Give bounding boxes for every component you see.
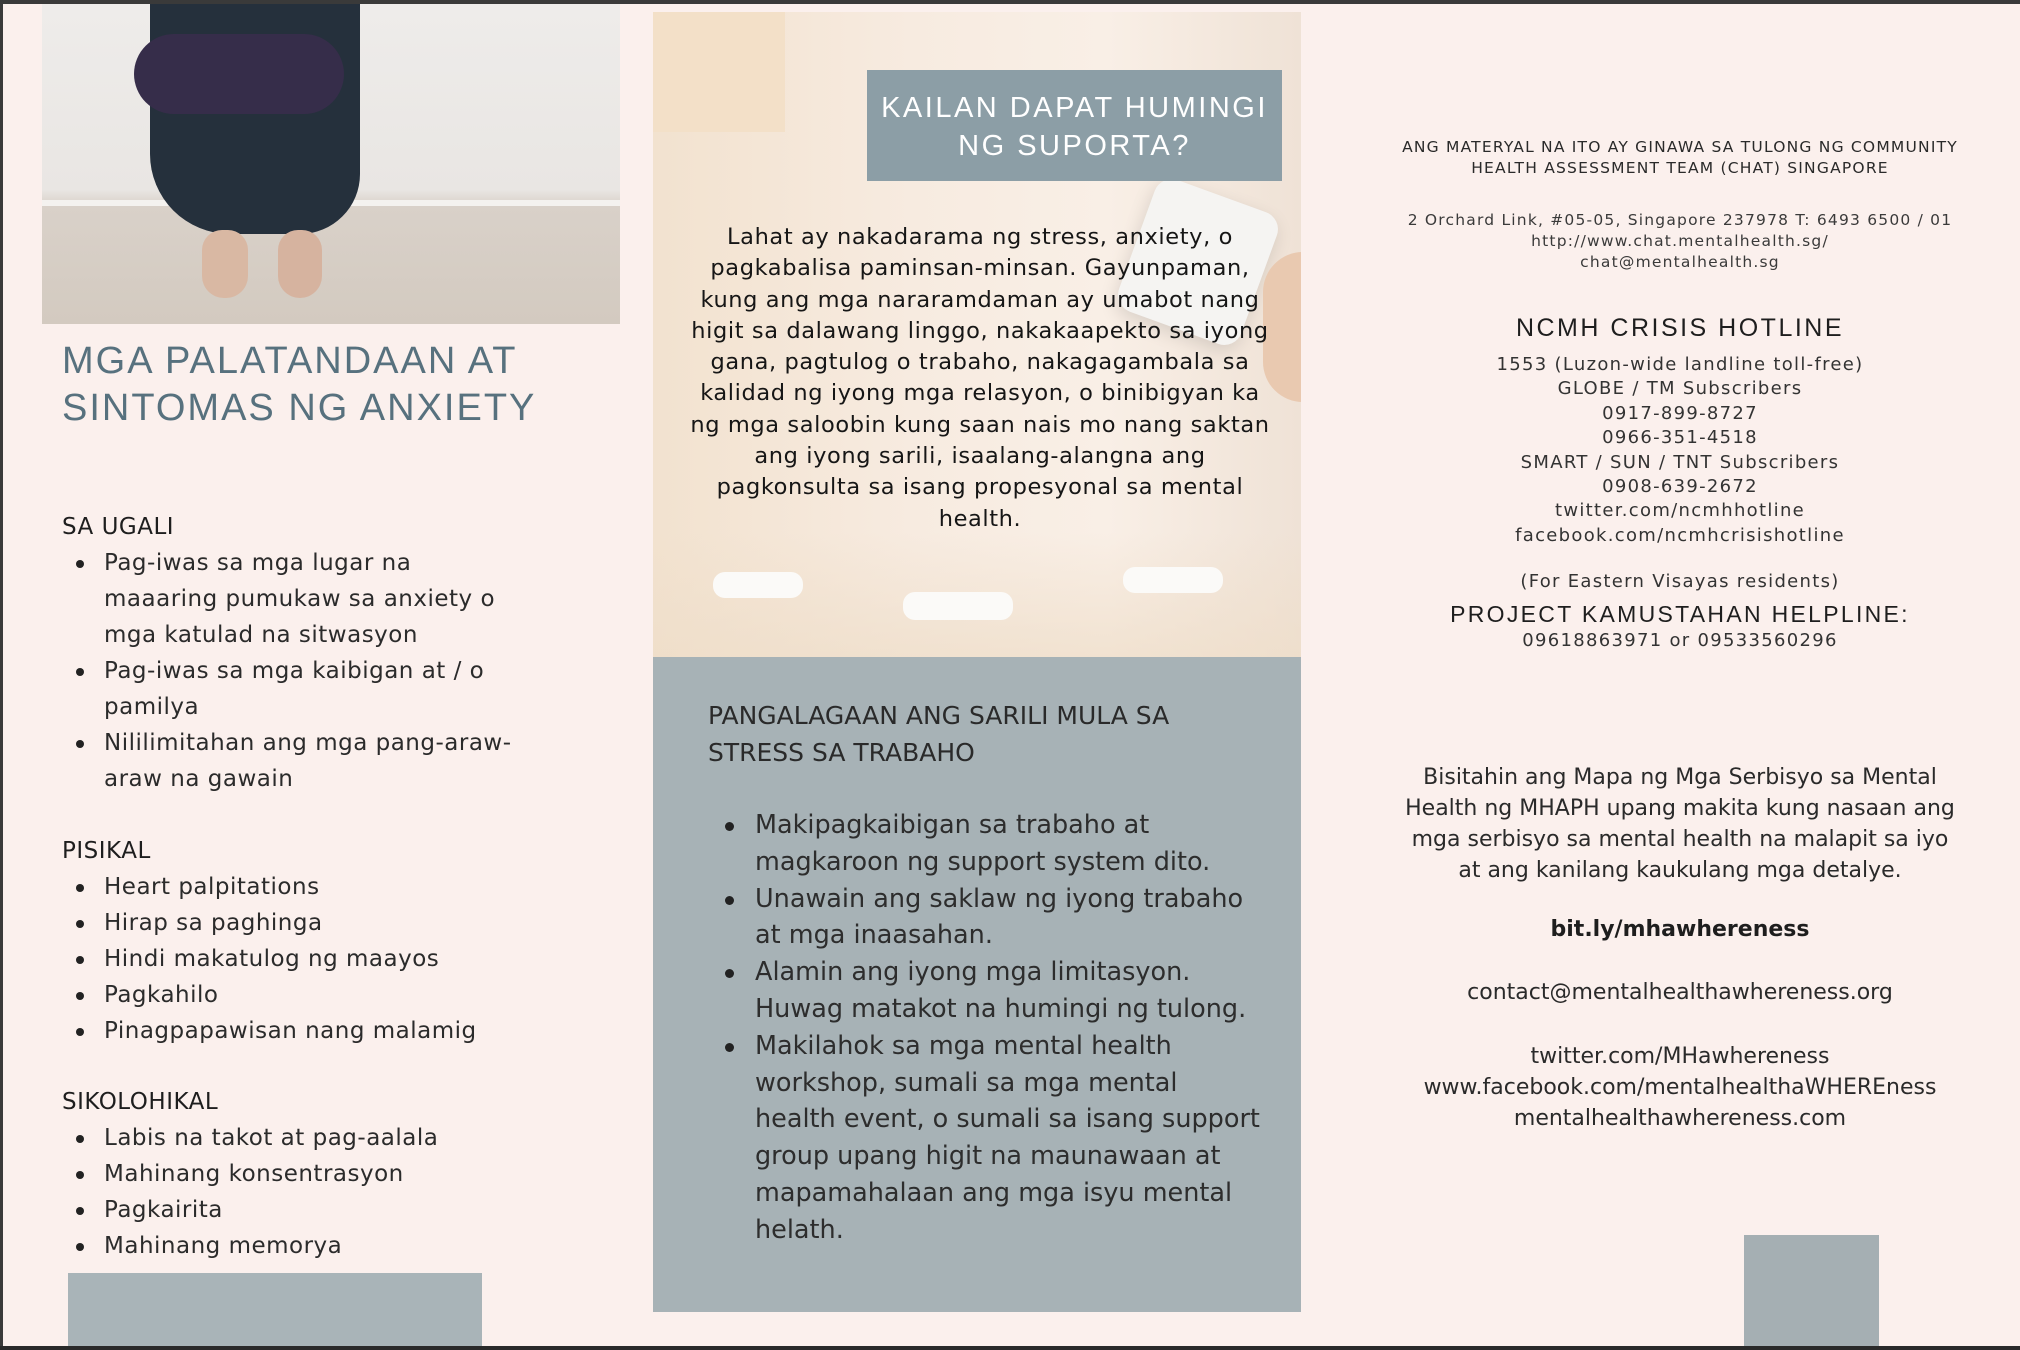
list-item: Heart palpitations — [72, 869, 592, 905]
physical-list — [72, 869, 592, 1049]
section-heading-psychological: SIKOLOHIKAL — [62, 1089, 219, 1115]
list-item: Labis na takot at pag-aalala — [72, 1120, 592, 1156]
person-sitting-photo — [42, 4, 620, 324]
hotline-line: 0966-351-4518 — [1602, 427, 1758, 449]
selfcare-panel — [653, 657, 1301, 1312]
address-line: 2 Orchard Link, #05-05, Singapore 237978 T: 6493 6500 / 01 — [1407, 211, 1953, 229]
page-left-border — [0, 0, 3, 1350]
support-title-box — [867, 70, 1282, 181]
page-bottom-border — [0, 1346, 2020, 1350]
hotline-line: GLOBE / TM Subscribers — [1557, 378, 1803, 400]
list-item: Makipagkaibigan sa trabaho at magkaroon ng support system dito. — [723, 807, 1263, 881]
hotline-title: NCMH CRISIS HOTLINE — [1515, 314, 1845, 342]
short-link[interactable]: bit.ly/mhawhereness — [1550, 917, 1810, 942]
decorative-block — [68, 1273, 482, 1346]
support-title: KAILAN DAPAT HUMINGI NG SUPORTA? — [881, 92, 1268, 162]
symptoms-title: MGA PALATANDAAN AT SINTOMAS NG ANXIETY — [62, 340, 537, 429]
email-link[interactable]: chat@mentalhealth.sg — [1580, 253, 1780, 271]
website-link[interactable]: mentalhealthawhereness.com — [1513, 1106, 1847, 1131]
list-item: Hindi makatulog ng maayos — [72, 941, 592, 977]
list-item: Makilahok sa mga mental health workshop, sumali sa mga mental health event, o sumali sa isang support group upang higit na maunawaan at mapamahalaan ang mga isyu mental helath. — [723, 1028, 1263, 1249]
hotline-line: SMART / SUN / TNT Subscribers — [1520, 451, 1840, 473]
list-item: Pinagpapawisan nang malamig — [72, 1013, 592, 1049]
twitter-link[interactable]: twitter.com/ncmhhotline — [1554, 500, 1806, 522]
list-item: Mahinang memorya — [72, 1228, 592, 1264]
list-item: Alamin ang iyong mga limitasyon. Huwag matakot na humingi ng tulong. — [723, 954, 1263, 1028]
section-heading-behavior: SA UGALI — [62, 514, 175, 540]
twitter-link[interactable]: twitter.com/MHawhereness — [1530, 1044, 1830, 1069]
hotline-line: 1553 (Luzon-wide landline toll-free) — [1496, 354, 1864, 375]
psychological-list — [72, 1120, 592, 1264]
selfcare-title: PANGALAGAAN ANG SARILI MULA SA STRESS SA TRABAHO — [708, 701, 1170, 767]
list-item: Unawain ang saklaw ng iyong trabaho at mga inaasahan. — [723, 881, 1263, 955]
list-item: Pagkahilo — [72, 977, 592, 1013]
list-item: Mahinang konsentrasyon — [72, 1156, 592, 1192]
support-paragraph: Lahat ay nakadarama ng stress, anxiety, o pagkabalisa paminsan-minsan. Gayunpaman, kung ang mga nararamdaman ay umabot nang higit sa dalawang linggo, nakakaapekto sa iyong gana, pagtulog o trabaho, nakagagambala sa kalidad ng iyong mga relasyon, o binibigyan ka ng mga saloobin kung saan nais mo nang saktan ang iyong sarili, isaalang-alangna ang pagkonsulta sa isang propesyonal sa mental health. — [690, 224, 1270, 532]
website-link[interactable]: http://www.chat.mentalhealth.sg/ — [1531, 232, 1829, 250]
list-item: Pagkairita — [72, 1192, 592, 1228]
list-item: Pag-iwas sa mga kaibigan at / o pamilya — [72, 653, 532, 725]
contact-email-link[interactable]: contact@mentalhealthawhereness.org — [1467, 980, 1893, 1005]
selfcare-list — [723, 807, 1263, 1249]
list-item: Hirap sa paghinga — [72, 905, 592, 941]
section-heading-physical: PISIKAL — [62, 838, 151, 864]
decorative-block — [1744, 1235, 1879, 1350]
behavior-list — [72, 545, 532, 797]
social-links — [1380, 1041, 1980, 1134]
eastern-visayas-note: (For Eastern Visayas residents) — [1520, 571, 1840, 592]
project-helpline-numbers: 09618863971 or 09533560296 — [1522, 630, 1838, 651]
list-item: Pag-iwas sa mga lugar na maaaring pumukaw sa anxiety o mga katulad na sitwasyon — [72, 545, 532, 653]
facebook-link[interactable]: facebook.com/ncmhcrisishotline — [1515, 524, 1845, 546]
hotline-line: 0908-639-2672 — [1602, 476, 1758, 498]
list-item: Nililimitahan ang mga pang-araw-araw na gawain — [72, 725, 532, 797]
credit-text: ANG MATERYAL NA ITO AY GINAWA SA TULONG NG COMMUNITY HEALTH ASSESSMENT TEAM (CHAT) SINGAPORE — [1402, 138, 1958, 177]
facebook-link[interactable]: www.facebook.com/mentalhealthaWHEREness — [1423, 1075, 1937, 1100]
visit-map-text: Bisitahin ang Mapa ng Mga Serbisyo sa Mental Health ng MHAPH upang makita kung nasaan ang mga serbisyo sa mental health na malapit sa iyo at ang kanilang kaukulang mga detalye. — [1405, 765, 1955, 883]
hotline-line: 0917-899-8727 — [1602, 402, 1758, 424]
hotline-block — [1380, 353, 1980, 548]
project-helpline-title: PROJECT KAMUSTAHAN HELPLINE: — [1450, 601, 1910, 627]
address-block — [1380, 210, 1980, 273]
